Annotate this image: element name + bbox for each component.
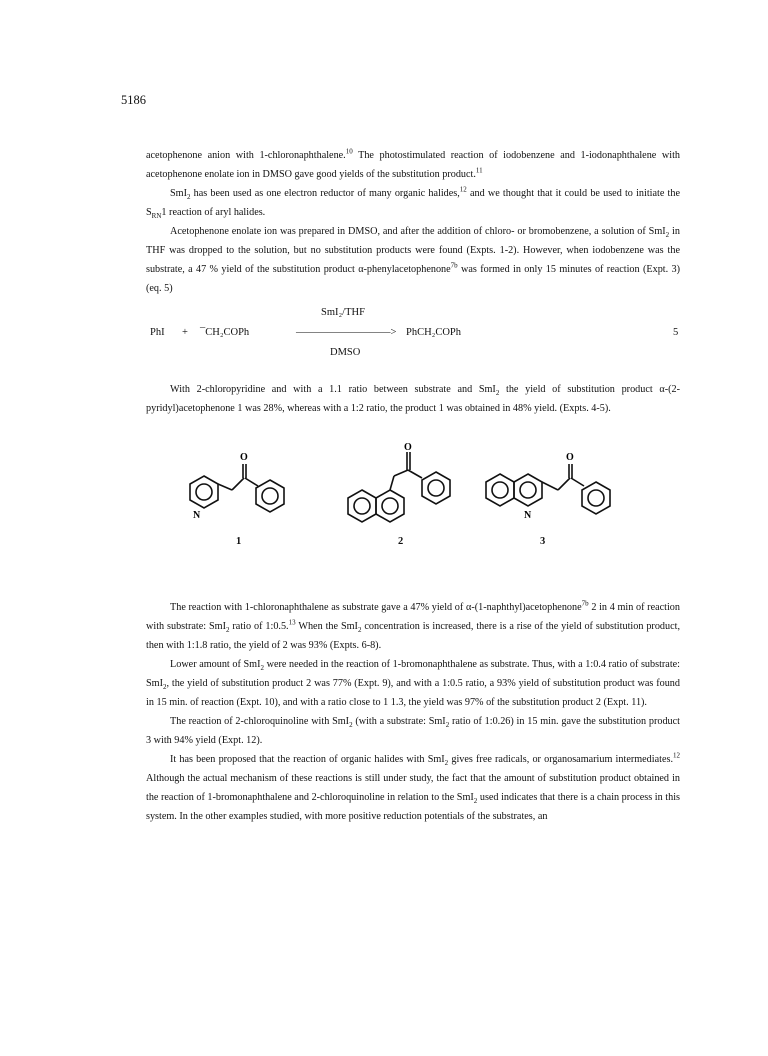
structure-1-n-atom: N: [193, 510, 201, 521]
structure-3: [480, 440, 630, 558]
structure-3-n-atom: N: [524, 510, 532, 521]
equation-reactant-2: ¯CH₂COPh: [200, 327, 250, 338]
structure-1: [182, 440, 292, 558]
structure-2-o-atom: O: [404, 442, 412, 453]
structure-2-drawing: [340, 440, 470, 530]
structure-2: [340, 440, 470, 558]
equation-arrow: —————————>: [296, 327, 397, 338]
equation-reagent-bottom: DMSO: [330, 347, 361, 358]
paragraph-results: The reaction with 1-chloronaphthalene as substrate gave a 47% yield of α-(1-naphthyl)acetophenone$^{7b}$ 2 in 4 min of reaction with substrate: SmI$_2$ ratio of 1:0.5.13 When the SmI$_2$ concentration is increased, there is a rise of the yield of substitution product, then with 1:1.8 ratio, the yield of 2 was 93% (Expts. 6-8). Lower amount of SmI$_2$ were needed in the reaction of 1-bromonaphthalene as substrate. Thus, with a 1:0.4 ratio of substrate: SmI$_2$, the yield of substitution product 2 was 77% (Expt. 9), and with a 1:0.5 ratio, a 93% yield of substitution product was found in 15 min. of reaction (Expt. 10), and with a ratio close to 1 1.3, the yield was 97% of the substitution product 2 (Expt. 11). The reaction of 2-chloroquinoline with SmI$_2$ (with a substrate: SmI$_2$ ratio of 1:0.26) in 15 min. gave the substitution product 3 with 94% yield (Expt. 12). It has been proposed that the reaction of organic halides with SmI$_2$ gives free radicals, or organosamarium intermediates.$^{12}$ Although the actual mechanism of these reactions is still under study, the fact that the amount of substitution product obtained in the reaction of 1-bromonaphthalene and 2-chloroquinoline in relation to the SmI$_2$ used indicates that there is a chain process in this system. In the other examples studied, with more positive reduction potentials of the substrates, an: [146, 599, 681, 822]
equation-plus: +: [182, 327, 188, 338]
equation-reactant-1: PhI: [150, 327, 165, 338]
structure-3-o-atom: O: [566, 452, 574, 463]
equation-number: 5: [673, 327, 679, 338]
paragraph-intro: acetophenone anion with 1-chloronaphthalene.$^{10}$ The photostimulated reaction of iodobenzene and 1-iodonaphthalene with acetophenone enolate ion in DMSO gave good yields of the substitution product.$^{11}$ SmI$_2$ has been used as one electron reductor of many organic halides,$^{12}$ and we thought that it could be used to initiate the $S_{RN}1$ reaction of aryl halides. Acetophenone enolate ion was prepared in DMSO, and after the addition of chloro- or bromobenzene, a solution of SmI$_2$ in THF was dropped to the solution, but no substitution products were found (Expts. 1-2). However, when iodobenzene was the substrate, a 47 % yield of the substitution product α-phenylacetophenone$^{7b}$ was formed in only 15 minutes of reaction (Expt. 3) (eq. 5): [146, 147, 681, 294]
structure-1-o-atom: O: [240, 452, 248, 463]
equation-5: [146, 307, 680, 363]
equation-product: PhCH₂COPh: [406, 327, 462, 338]
structure-3-label: 3: [540, 536, 546, 547]
page-number: 5186: [121, 93, 146, 107]
paragraph-pyridine: With 2-chloropyridine and with a 1.1 ratio between substrate and SmI$_2$ the yield of substitution product α-(2-pyridyl)acetophenone 1 was 28%, whereas with a 1:2 ratio, the product 1 was obtained in 48% yield. (Expts. 4-5).: [146, 384, 680, 414]
structure-1-drawing: [182, 440, 292, 530]
structure-2-label: 2: [398, 536, 404, 547]
structure-1-label: 1: [236, 536, 242, 547]
chemical-structures: [146, 440, 680, 558]
structure-3-drawing: [480, 440, 630, 530]
equation-reagent-top: SmI₂/THF: [321, 307, 365, 318]
